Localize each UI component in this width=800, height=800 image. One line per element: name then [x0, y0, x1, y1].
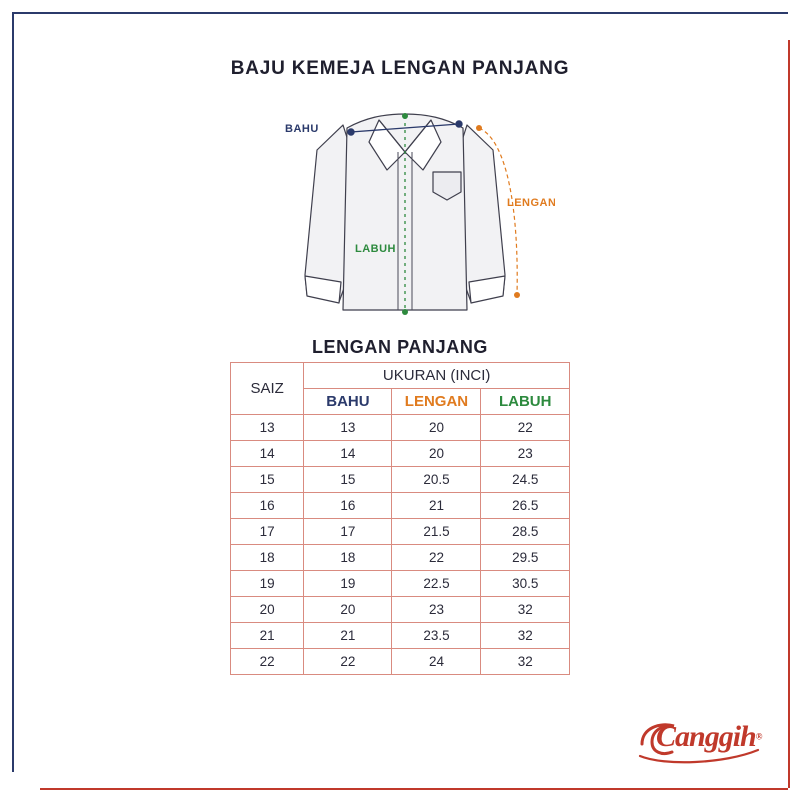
cell-labuh: 30.5 — [481, 571, 570, 597]
cell-saiz: 17 — [231, 519, 304, 545]
header-labuh: LABUH — [481, 389, 570, 415]
header-lengan: LENGAN — [392, 389, 481, 415]
logo-registered-mark: ® — [755, 731, 762, 742]
table-row — [231, 597, 570, 623]
cell-saiz: 21 — [231, 623, 304, 649]
cell-lengan: 20 — [392, 415, 481, 441]
table-row — [231, 467, 570, 493]
cell-bahu: 21 — [304, 623, 392, 649]
page-title: BAJU KEMEJA LENGAN PANJANG — [230, 58, 570, 79]
cell-bahu: 13 — [304, 415, 392, 441]
table-body — [231, 415, 570, 675]
cell-bahu: 20 — [304, 597, 392, 623]
cell-bahu: 15 — [304, 467, 392, 493]
cell-lengan: 22 — [392, 545, 481, 571]
cell-saiz: 22 — [231, 649, 304, 675]
table-row — [231, 571, 570, 597]
cell-bahu: 16 — [304, 493, 392, 519]
cell-labuh: 23 — [481, 441, 570, 467]
cell-labuh: 26.5 — [481, 493, 570, 519]
table-row — [231, 649, 570, 675]
section-title: LENGAN PANJANG — [311, 337, 489, 357]
table-row — [231, 545, 570, 571]
shirt-diagram — [255, 80, 555, 330]
header-bahu: BAHU — [304, 389, 392, 415]
logo-text: Canggih — [656, 720, 756, 753]
brand-logo — [634, 714, 764, 766]
table-row — [231, 519, 570, 545]
cell-saiz: 20 — [231, 597, 304, 623]
cell-labuh: 28.5 — [481, 519, 570, 545]
cell-lengan: 22.5 — [392, 571, 481, 597]
cell-lengan: 21.5 — [392, 519, 481, 545]
cell-bahu: 22 — [304, 649, 392, 675]
cell-lengan: 24 — [392, 649, 481, 675]
cell-lengan: 23.5 — [392, 623, 481, 649]
header-ukuran: UKURAN (INCI) — [304, 363, 570, 389]
cell-labuh: 32 — [481, 623, 570, 649]
cell-saiz: 15 — [231, 467, 304, 493]
header-saiz: SAIZ — [231, 363, 304, 415]
label-labuh: LABUH — [355, 243, 396, 255]
table-row — [231, 623, 570, 649]
frame-left-border — [12, 12, 14, 772]
cell-saiz: 16 — [231, 493, 304, 519]
cell-bahu: 17 — [304, 519, 392, 545]
cell-labuh: 24.5 — [481, 467, 570, 493]
table-header-row-top — [231, 363, 570, 389]
frame-top-border — [12, 12, 788, 14]
cell-bahu: 18 — [304, 545, 392, 571]
cell-lengan: 20 — [392, 441, 481, 467]
cell-saiz: 13 — [231, 415, 304, 441]
cell-labuh: 32 — [481, 597, 570, 623]
cell-saiz: 14 — [231, 441, 304, 467]
cell-labuh: 29.5 — [481, 545, 570, 571]
cell-bahu: 19 — [304, 571, 392, 597]
cell-labuh: 32 — [481, 649, 570, 675]
cell-labuh: 22 — [481, 415, 570, 441]
table-row — [231, 415, 570, 441]
cell-saiz: 19 — [231, 571, 304, 597]
label-lengan: LENGAN — [507, 197, 555, 209]
cell-lengan: 20.5 — [392, 467, 481, 493]
label-bahu: BAHU — [285, 123, 319, 135]
table-row — [231, 441, 570, 467]
frame-bottom-border — [40, 788, 788, 790]
cell-lengan: 23 — [392, 597, 481, 623]
cell-bahu: 14 — [304, 441, 392, 467]
table-header — [231, 363, 570, 415]
cell-lengan: 21 — [392, 493, 481, 519]
table-row — [231, 493, 570, 519]
size-table — [230, 362, 570, 675]
frame-right-border — [788, 40, 790, 788]
cell-saiz: 18 — [231, 545, 304, 571]
